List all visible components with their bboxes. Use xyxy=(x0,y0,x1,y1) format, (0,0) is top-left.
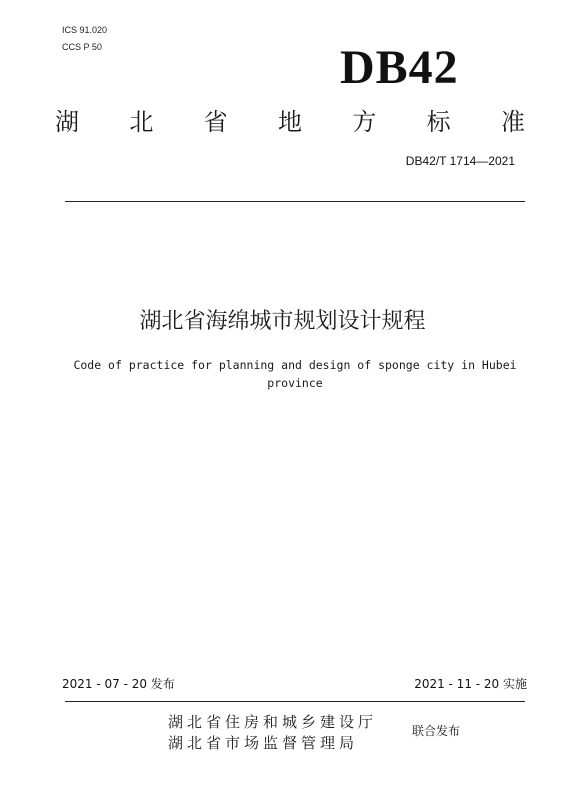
standard-type-char: 准 xyxy=(500,108,525,136)
standard-type-char: 湖 xyxy=(55,108,79,136)
standard-type-char: 省 xyxy=(203,108,228,136)
standard-code-logo: DB42 xyxy=(340,41,459,94)
standard-type-char: 标 xyxy=(426,108,451,136)
issuer-name: 湖北省市场监督管理局 xyxy=(168,734,359,752)
standard-type-title xyxy=(55,106,525,138)
ics-code: ICS 91.020 xyxy=(62,25,108,35)
standard-type-char: 地 xyxy=(277,108,302,136)
issuer-name: 湖北省住房和城乡建设厅 xyxy=(168,713,378,731)
english-title-line: province xyxy=(267,376,323,390)
issuing-authorities xyxy=(168,712,377,754)
standard-type-char: 北 xyxy=(129,108,154,136)
ccs-code: CCS P 50 xyxy=(62,42,102,52)
english-title-line: Code of practice for planning and design of sponge city in Hubei xyxy=(73,358,517,372)
standard-number: DB42/T 1714—2021 xyxy=(405,154,515,168)
chinese-title: 湖北省海绵城市规划设计规程 xyxy=(139,309,426,334)
bottom-divider xyxy=(65,701,525,702)
standard-type-char: 方 xyxy=(352,108,377,136)
top-divider xyxy=(65,201,525,202)
joint-issue-label: 联合发布 xyxy=(412,724,461,738)
implementation-date: 2021 - 11 - 20 实施 xyxy=(414,677,527,691)
issue-date: 2021 - 07 - 20 发布 xyxy=(62,677,175,691)
english-title xyxy=(65,356,525,392)
